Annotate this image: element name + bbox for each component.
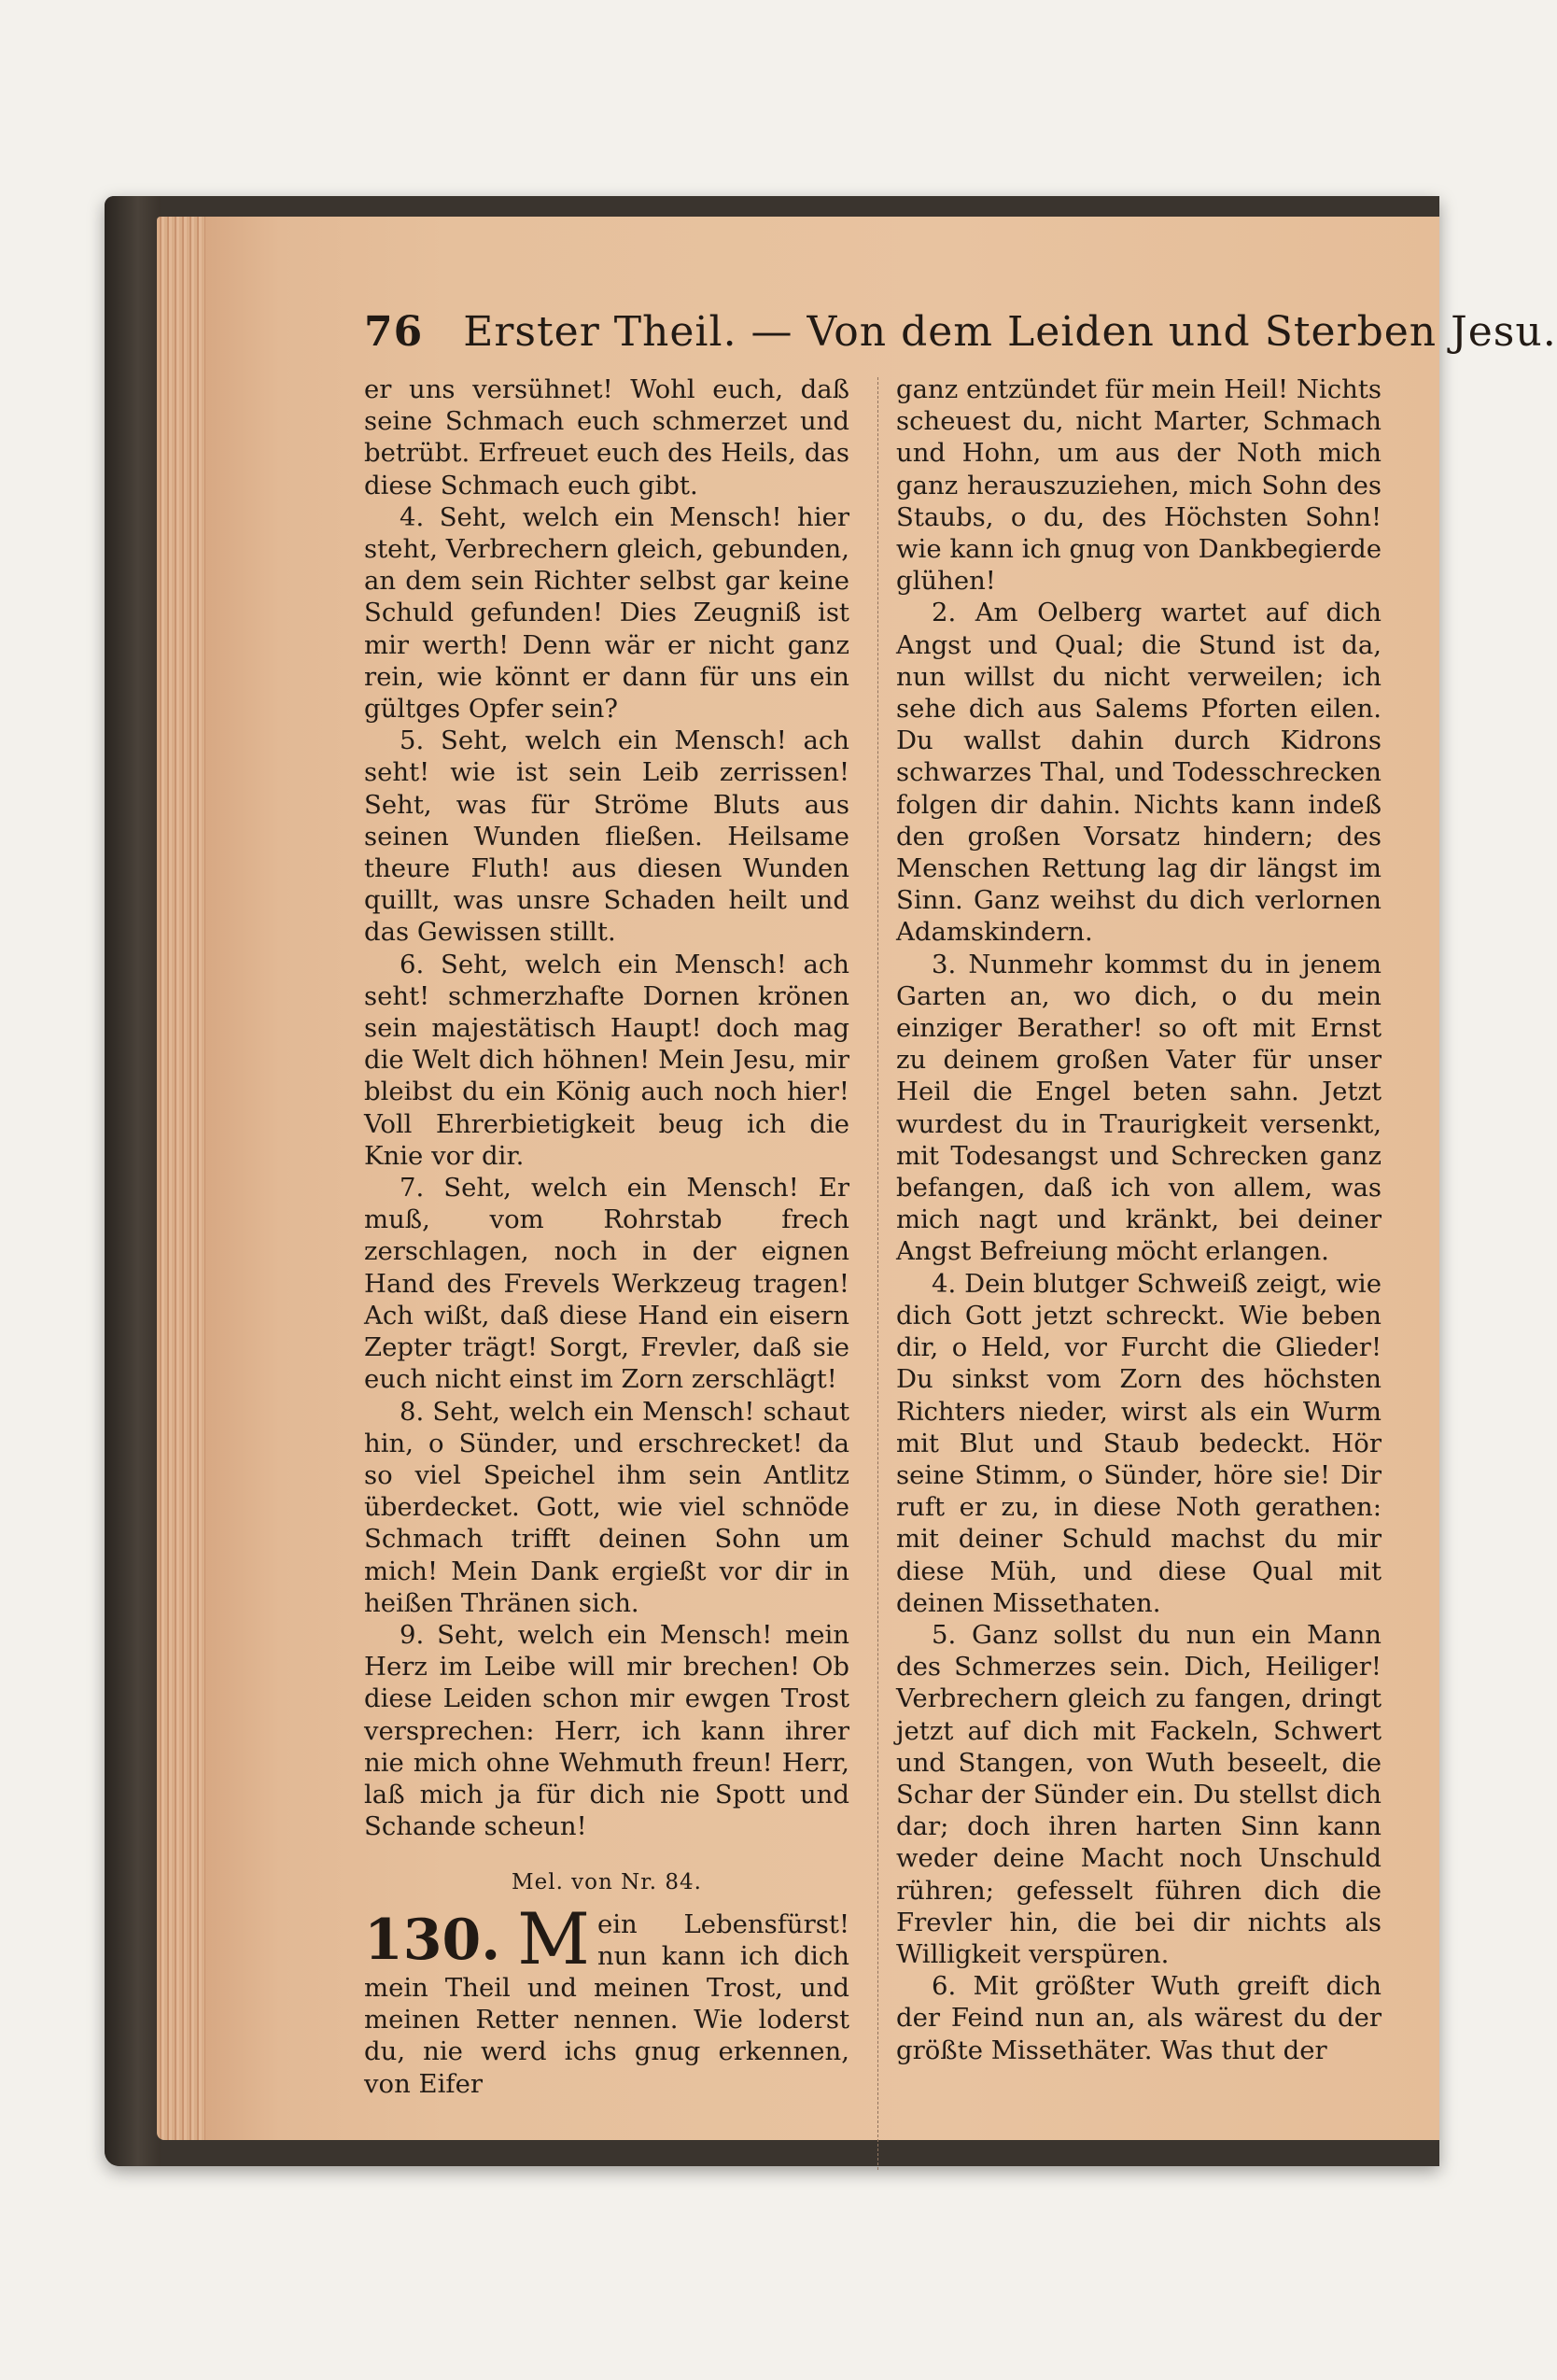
hymn-number: 130. (364, 1907, 501, 1973)
stanza: 5. Seht, welch ein Mensch! ach seht! wie ist sein Leib zerrissen! Seht, was für Ströme Bluts aus seinen Wunden fließen. Heilsame theure Fluth! aus diesen Wunden quillt, was unsre Schaden heilt und das Gewissen stillt. (364, 725, 849, 948)
stanza: 4. Dein blutger Schweiß zeigt, wie dich Gott jetzt schreckt. Wie beben dir, o Held, vor Furcht die Glieder! Du sinkst vom Zorn des höchsten Richters nieder, wirst als ein Wurm mit Blut und Staub bedeckt. Hör seine Stimm, o Sünder, höre sie! Dir ruft er zu, in diese Noth gerathen: mit deiner Schuld machst du mir diese Müh, und diese Qual mit deinen Missethaten. (896, 1268, 1382, 1618)
stanza: 7. Seht, welch ein Mensch! Er muß, vom Rohrstab frech zerschlagen, noch in der eignen Hand des Frevels Werkzeug tragen! Ach wißt, daß diese Hand ein eisern Zepter trägt! Sorgt, Frevler, daß sie euch nicht einst im Zorn zerschlägt! (364, 1173, 849, 1395)
stanza: 6. Seht, welch ein Mensch! ach seht! schmerzhafte Dornen krönen sein majestätisch Haupt! doch mag die Welt dich höhnen! Mein Jesu, mir bleibst du ein König auch noch hier! Voll Ehrerbietigkeit beug ich die Knie vor dir. (364, 949, 849, 1171)
column-divider (877, 377, 878, 2170)
running-header (364, 308, 1557, 356)
stanza-continuation: er uns versühnet! Wohl euch, daß seine Schmach euch schmerzet und betrübt. Erfreuet euch des Heils, das diese Schmach euch gibt. (364, 374, 849, 500)
stanza: 6. Mit größter Wuth greift dich der Feind nun an, als wärest du der größte Missethäter. Was thut der (896, 1971, 1382, 2065)
stanza: 4. Seht, welch ein Mensch! hier steht, Verbrechern gleich, gebunden, an dem sein Richter selbst gar keine Schuld gefunden! Dies Zeugniß ist mir werth! Denn wär er nicht ganz rein, wie könnt er dann für uns ein gültges Opfer sein? (364, 501, 849, 725)
right-column (896, 373, 1382, 2066)
stanza-continuation: ganz entzündet für mein Heil! Nichts scheuest du, nicht Marter, Schmach und Hohn, um aus der Noth mich ganz herauszuziehen, mich Sohn des Staubs, o du, des Höchsten Sohn! wie kann ich gnug von Dankbegierde glühen! (896, 374, 1382, 597)
stanza: 8. Seht, welch ein Mensch! schaut hin, o Sünder, und erschrecket! da so viel Speichel ihm sein Antlitz überdecket. Gott, wie viel schnöde Schmach trifft deinen Sohn um mich! Mein Dank ergießt vor dir in heißen Thränen sich. (364, 1396, 849, 1618)
stanza: 2. Am Oelberg wartet auf dich Angst und Qual; die Stund ist da, nun willst du nicht verweilen; ich sehe dich aus Salems Pforten eilen. Du wallst dahin durch Kidrons schwarzes Thal, und Todesschrecken folgen dir dahin. Nichts kann indeß den großen Vorsatz hindern; des Menschen Rettung lag dir längst im Sinn. Ganz weihst du dich verlornen Adamskindern. (896, 598, 1382, 948)
melody-reference: Mel. von Nr. 84. (512, 1870, 702, 1895)
book-spine (105, 196, 161, 2166)
left-column (364, 373, 849, 2100)
hymn-text: ein Lebensfürst! nun kann ich dich mein Theil und meinen Trost, und meinen Retter nennen. Wie loderst du, nie werd ichs gnug erkennen, von Eifer (364, 1908, 849, 2099)
stanza: 9. Seht, welch ein Mensch! mein Herz im Leibe will mir brechen! Ob diese Leiden schon mir ewgen Trost versprechen: Herr, ich kann ihrer nie mich ohne Wehmuth freun! Herr, laß mich ja für dich nie Spott und Schande scheun! (364, 1619, 849, 1842)
running-title: Erster Theil. — Von dem Leiden und Sterben Jesu. (463, 308, 1557, 356)
page-number: 76 (364, 308, 424, 356)
book-page (205, 217, 1557, 2140)
drop-cap: M (517, 1896, 590, 1980)
stanza: 5. Ganz sollst du nun ein Mann des Schmerzes sein. Dich, Heiliger! Verbrechern gleich zu fangen, dringt jetzt auf dich mit Fackeln, Schwert und Stangen, von Wuth beseelt, die Schar der Sünder ein. Du stellst dich dar; doch ihren harten Sinn kann weder deine Macht noch Unschuld rühren; gefesselt führen dich die Frevler hin, die bei dir nichts als Willigkeit verspüren. (896, 1619, 1382, 1969)
hymn-130 (364, 1896, 849, 2100)
stanza: 3. Nunmehr kommst du in jenem Garten an, wo dich, o du mein einziger Berather! so oft mit Ernst zu deinem großen Vater für unser Heil die Engel beten sahn. Jetzt wurdest du in Traurigkeit versenkt, mit Todesangst und Schrecken ganz befangen, daß ich von allem, was mich nagt und kränkt, bei deiner Angst Befreiung möcht erlangen. (896, 949, 1382, 1267)
